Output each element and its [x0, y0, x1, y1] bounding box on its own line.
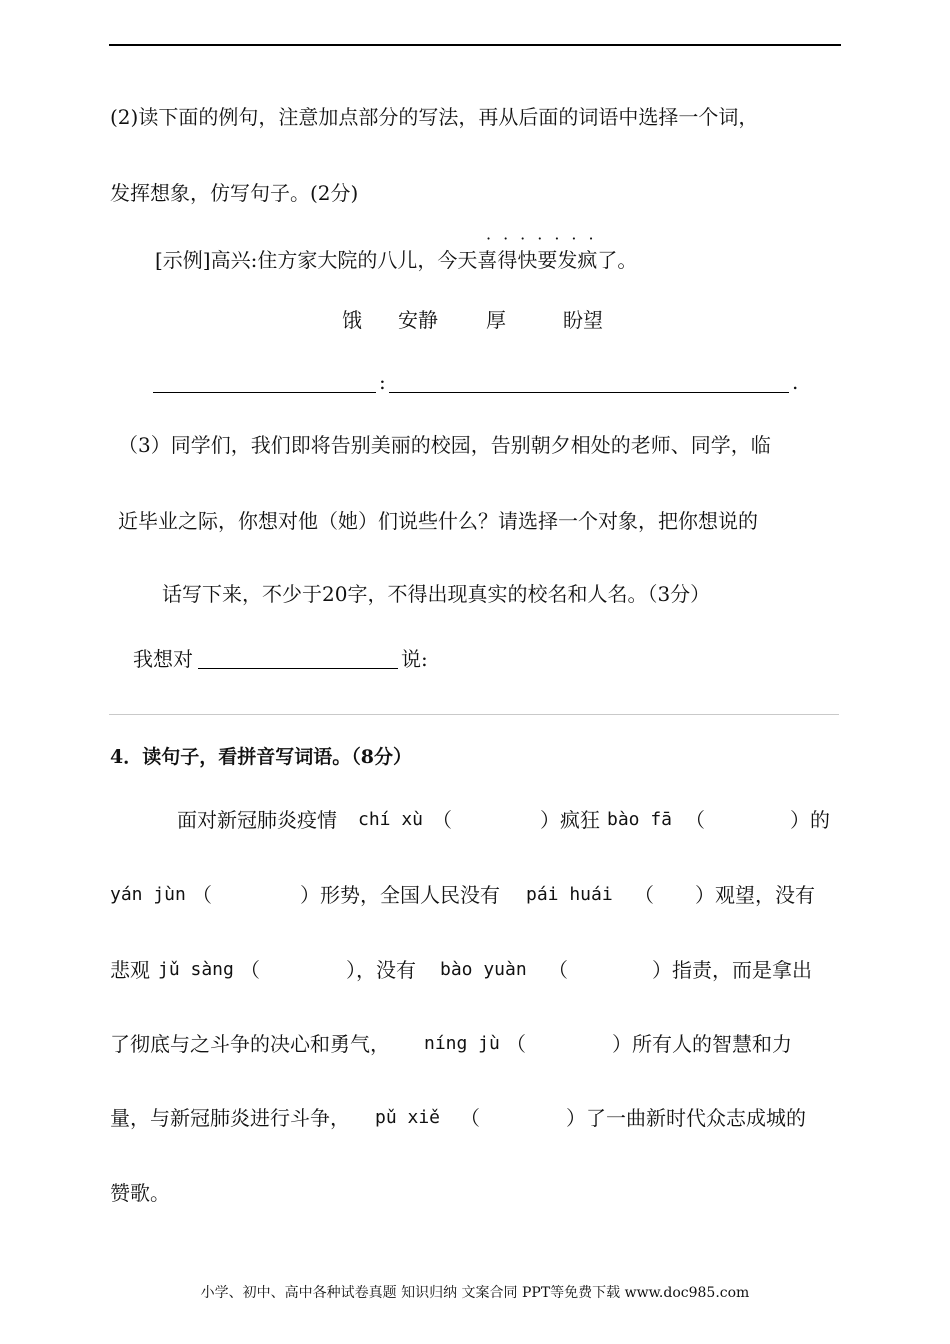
- q4-paren-open-6: （: [548, 958, 568, 982]
- header-rule: [109, 44, 841, 46]
- q4-l5-text-a: 量，与新冠肺炎进行斗争，: [110, 1106, 350, 1130]
- q4-l1-text-c: ）的: [790, 808, 830, 832]
- q4-l6: 赞歌。: [110, 1181, 170, 1205]
- q4-pinyin-jusang: jǔ sàng: [158, 959, 234, 980]
- q2-instruction-line1: (2)读下面的例句，注意加点部分的写法，再从后面的词语中选择一个词，: [110, 105, 759, 129]
- q4-pinyin-paihuai: pái huái: [526, 884, 613, 905]
- answer-period: .: [792, 370, 799, 394]
- answer-word-blank[interactable]: [153, 392, 376, 393]
- answer-sentence-blank[interactable]: [389, 392, 789, 393]
- q4-paren-open-3: （: [192, 883, 212, 907]
- q4-l3-text-a: 悲观: [110, 958, 150, 982]
- q4-l3-text-c: ）指责，而是拿出: [652, 958, 812, 982]
- answer-colon: :: [379, 370, 386, 394]
- prompt-after: 说:: [401, 647, 428, 671]
- q4-paren-open-7: （: [506, 1032, 526, 1056]
- q4-l1-text-b: ）疯狂: [540, 808, 600, 832]
- section-divider: [109, 714, 839, 715]
- q3-line3: 话写下来，不少于20字，不得出现真实的校名和人名。（3分）: [162, 582, 711, 606]
- q4-pinyin-yanjun: yán jùn: [110, 884, 186, 905]
- q4-paren-open-8: （: [460, 1106, 480, 1130]
- example-sentence: [示例]高兴:住方家大院的八儿，今天喜得快要发疯了。: [155, 248, 638, 272]
- q2-instruction-line2: 发挥想象，仿写句子。(2分): [110, 181, 359, 205]
- q4-paren-open-1: （: [432, 808, 452, 832]
- q4-paren-open-4: （: [634, 883, 654, 907]
- prompt-before: 我想对: [133, 647, 193, 671]
- q4-pinyin-baoyuan: bào yuàn: [440, 959, 527, 980]
- page-footer: 小学、初中、高中各种试卷真题 知识归纳 文案合同 PPT等免费下载 www.doc985.com: [200, 1285, 750, 1301]
- q4-l4-text-c: ）所有人的智慧和力: [612, 1032, 792, 1056]
- q4-l5-text-c: ）了一曲新时代众志成城的: [566, 1106, 806, 1130]
- word-option-1: 饿: [342, 308, 362, 332]
- q3-line2: 近毕业之际，你想对他（她）们说些什么？请选择一个对象，把你想说的: [118, 509, 758, 533]
- emphasis-dots: ·······: [486, 229, 606, 248]
- q3-line1: （3）同学们，我们即将告别美丽的校园，告别朝夕相处的老师、同学，临: [118, 433, 771, 457]
- word-option-4: 盼望: [563, 308, 603, 332]
- q4-pinyin-chixu: chí xù: [358, 809, 424, 830]
- word-option-3: 厚: [486, 308, 506, 332]
- q4-l2-text-c: ）观望，没有: [695, 883, 815, 907]
- q4-paren-open-5: （: [240, 958, 260, 982]
- q4-title: 4．读句子，看拼音写词语。（8分）: [110, 746, 412, 768]
- q4-l1-text-a: 面对新冠肺炎疫情: [177, 808, 337, 832]
- q4-pinyin-puxie: pǔ xiě: [375, 1107, 441, 1128]
- q4-l2-text-b: ）形势，全国人民没有: [300, 883, 500, 907]
- q4-paren-open-2: （: [685, 808, 705, 832]
- recipient-blank[interactable]: [198, 668, 398, 669]
- q4-l4-text-a: 了彻底与之斗争的决心和勇气，: [110, 1032, 390, 1056]
- q4-l3-text-b: ），没有: [346, 958, 416, 982]
- q4-pinyin-baofa: bào fā: [607, 809, 673, 830]
- word-option-2: 安静: [398, 308, 438, 332]
- q4-pinyin-ningju: níng jù: [424, 1033, 500, 1054]
